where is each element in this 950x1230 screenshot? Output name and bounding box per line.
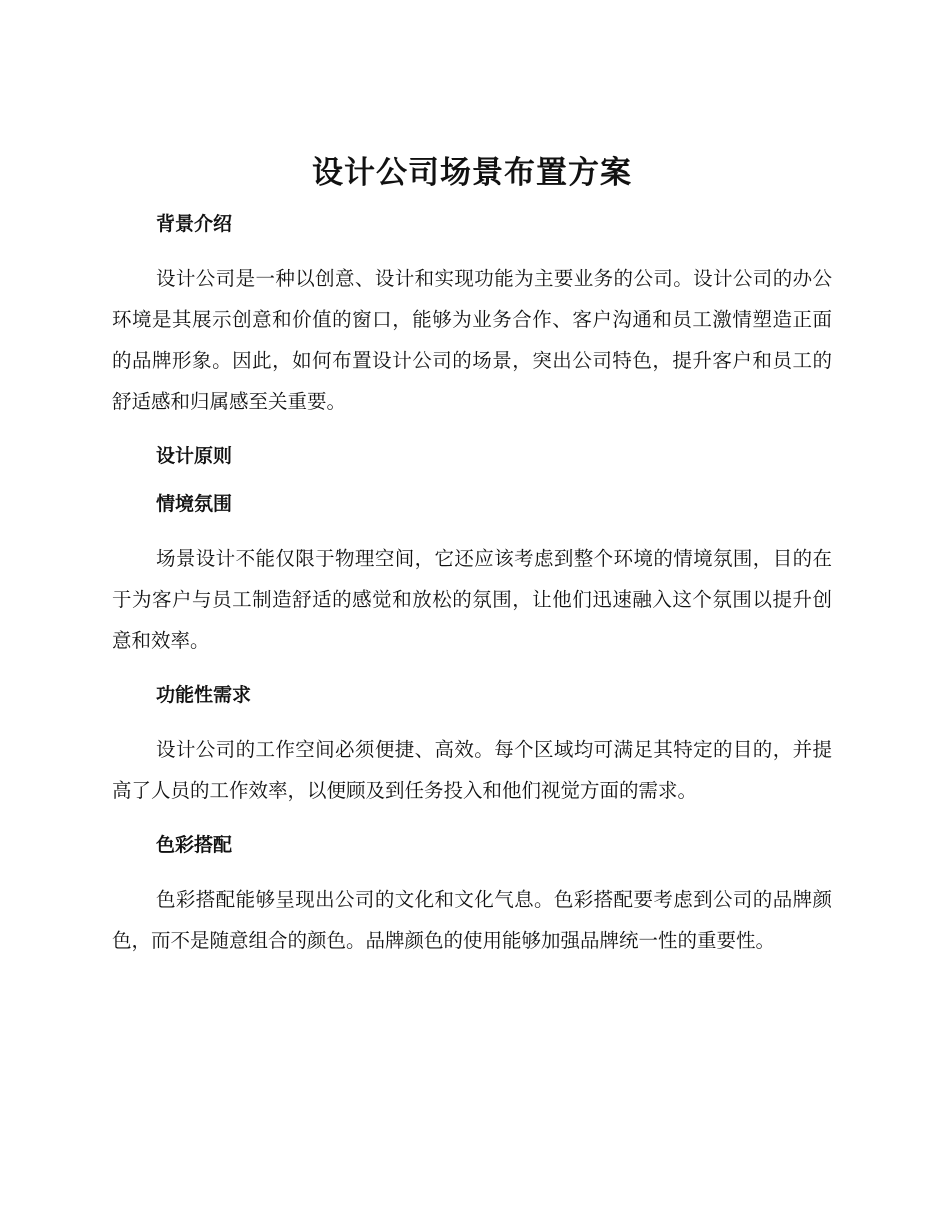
- section-heading-background: 背景介绍: [156, 213, 233, 235]
- section-heading-atmosphere: 情境氛围: [156, 493, 233, 515]
- paragraph-color-scheme: 色彩搭配能够呈现出公司的文化和文化气息。色彩搭配要考虑到公司的品牌颜色，而不是随意组合的颜色。品牌颜色的使用能够加强品牌统一性的重要性。: [112, 888, 832, 952]
- paragraph-background: 设计公司是一种以创意、设计和实现功能为主要业务的公司。设计公司的办公环境是其展示创意和价值的窗口，能够为业务合作、客户沟通和员工激情塑造正面的品牌形象。因此，如何布置设计公司的场景，突出公司特色，提升客户和员工的舒适感和归属感至关重要。: [112, 267, 832, 413]
- paragraph-atmosphere: 场景设计不能仅限于物理空间，它还应该考虑到整个环境的情境氛围，目的在于为客户与员工制造舒适的感觉和放松的氛围，让他们迅速融入这个氛围以提升创意和效率。: [112, 547, 832, 652]
- section-heading-color-scheme: 色彩搭配: [156, 834, 233, 856]
- paragraph-functional-needs: 设计公司的工作空间必须便捷、高效。每个区域均可满足其特定的目的，并提高了人员的工作效率，以便顾及到任务投入和他们视觉方面的需求。: [112, 738, 832, 802]
- section-heading-design-principles: 设计原则: [156, 445, 233, 467]
- document-body: [112, 146, 832, 981]
- document-title: 设计公司场景布置方案: [312, 155, 632, 191]
- section-heading-functional-needs: 功能性需求: [156, 684, 252, 706]
